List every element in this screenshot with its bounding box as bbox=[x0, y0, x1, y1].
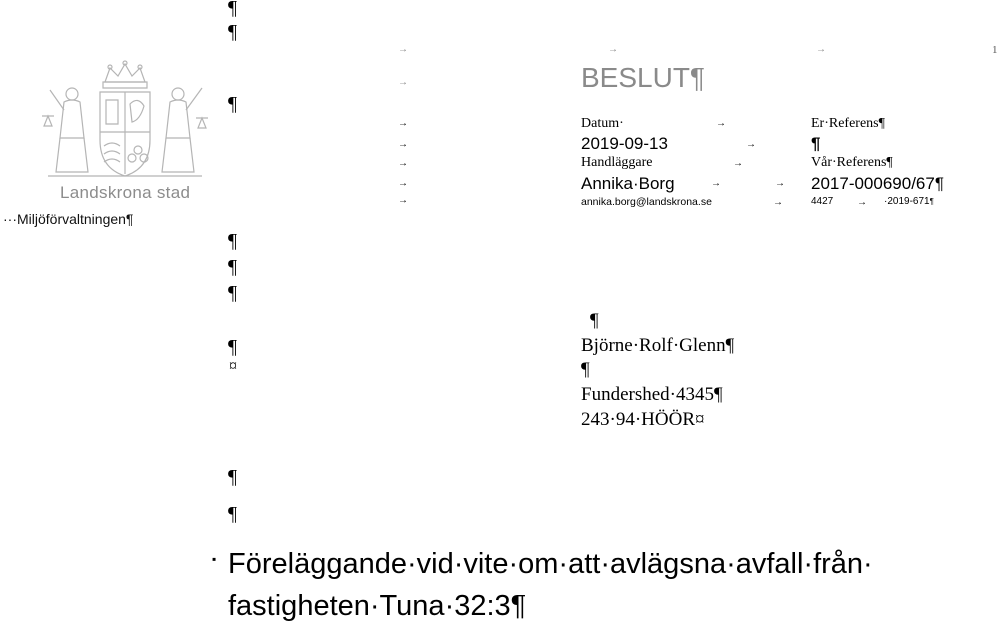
datum-value: 2019-09-13 bbox=[581, 134, 668, 153]
coat-of-arms-logo bbox=[40, 60, 210, 182]
phone: 4427 bbox=[811, 196, 834, 207]
recipient-street: Fundershed·4345¶ bbox=[581, 384, 723, 405]
cell-end-mark: ¤ bbox=[229, 358, 237, 375]
tab-marker: → bbox=[398, 44, 408, 55]
tab-marker: → bbox=[746, 139, 756, 150]
tab-marker: → bbox=[773, 197, 783, 208]
handlaggare-label: Handläggare bbox=[581, 155, 653, 170]
tab-marker: → bbox=[716, 118, 726, 129]
handlaggare-value: Annika·Borg bbox=[581, 174, 675, 193]
tab-marker: → bbox=[398, 118, 408, 129]
document-title: BESLUT¶ bbox=[581, 62, 705, 93]
tab-marker: → bbox=[398, 195, 408, 206]
department-name: ···Miljöförvaltningen¶ bbox=[3, 211, 134, 227]
tab-marker: → bbox=[398, 139, 408, 150]
paragraph-mark: ¶ bbox=[228, 230, 238, 252]
paragraph-mark: ¶ bbox=[581, 359, 590, 380]
datum-label: Datum· bbox=[581, 116, 624, 131]
email: annika.borg@landskrona.se bbox=[581, 196, 712, 208]
paragraph-mark: ¶ bbox=[228, 256, 238, 278]
tab-marker: → bbox=[711, 178, 721, 189]
subject-heading-line2: fastigheten·Tuna·32:3¶ bbox=[228, 590, 527, 622]
recipient-name: Björne·Rolf·Glenn¶ bbox=[581, 335, 735, 356]
paragraph-mark: ¶ bbox=[228, 21, 238, 43]
tab-marker: → bbox=[733, 158, 743, 169]
extra-reference: ·2019-671¶ bbox=[884, 196, 934, 207]
tab-marker: → bbox=[816, 44, 826, 55]
subject-bullet: ▪ bbox=[212, 552, 217, 566]
er-referens-label: Er·Referens¶ bbox=[811, 116, 885, 131]
paragraph-mark: ¶ bbox=[228, 503, 238, 525]
page-number: 1 bbox=[992, 44, 998, 56]
paragraph-mark: ¶ bbox=[228, 466, 238, 488]
subject-heading-line1: Föreläggande·vid·vite·om·att·avlägsna·avfall·från· bbox=[228, 548, 873, 580]
recipient-city: 243·94·HÖÖR¤ bbox=[581, 409, 705, 430]
paragraph-mark: ¶ bbox=[228, 0, 238, 19]
paragraph-mark: ¶ bbox=[590, 310, 599, 331]
er-referens-value: ¶ bbox=[811, 134, 821, 153]
tab-marker: → bbox=[398, 178, 408, 189]
paragraph-mark: ¶ bbox=[228, 336, 238, 358]
tab-marker: → bbox=[398, 158, 408, 169]
var-referens-value: 2017-000690/67¶ bbox=[811, 174, 944, 193]
tab-marker: → bbox=[775, 178, 785, 189]
tab-marker: → bbox=[398, 77, 408, 88]
org-name: Landskrona stad bbox=[60, 183, 191, 202]
paragraph-mark: ¶ bbox=[228, 282, 238, 304]
var-referens-label: Vår·Referens¶ bbox=[811, 155, 893, 170]
tab-marker: → bbox=[608, 44, 618, 55]
paragraph-mark: ¶ bbox=[228, 93, 238, 115]
tab-marker: → bbox=[857, 197, 867, 208]
